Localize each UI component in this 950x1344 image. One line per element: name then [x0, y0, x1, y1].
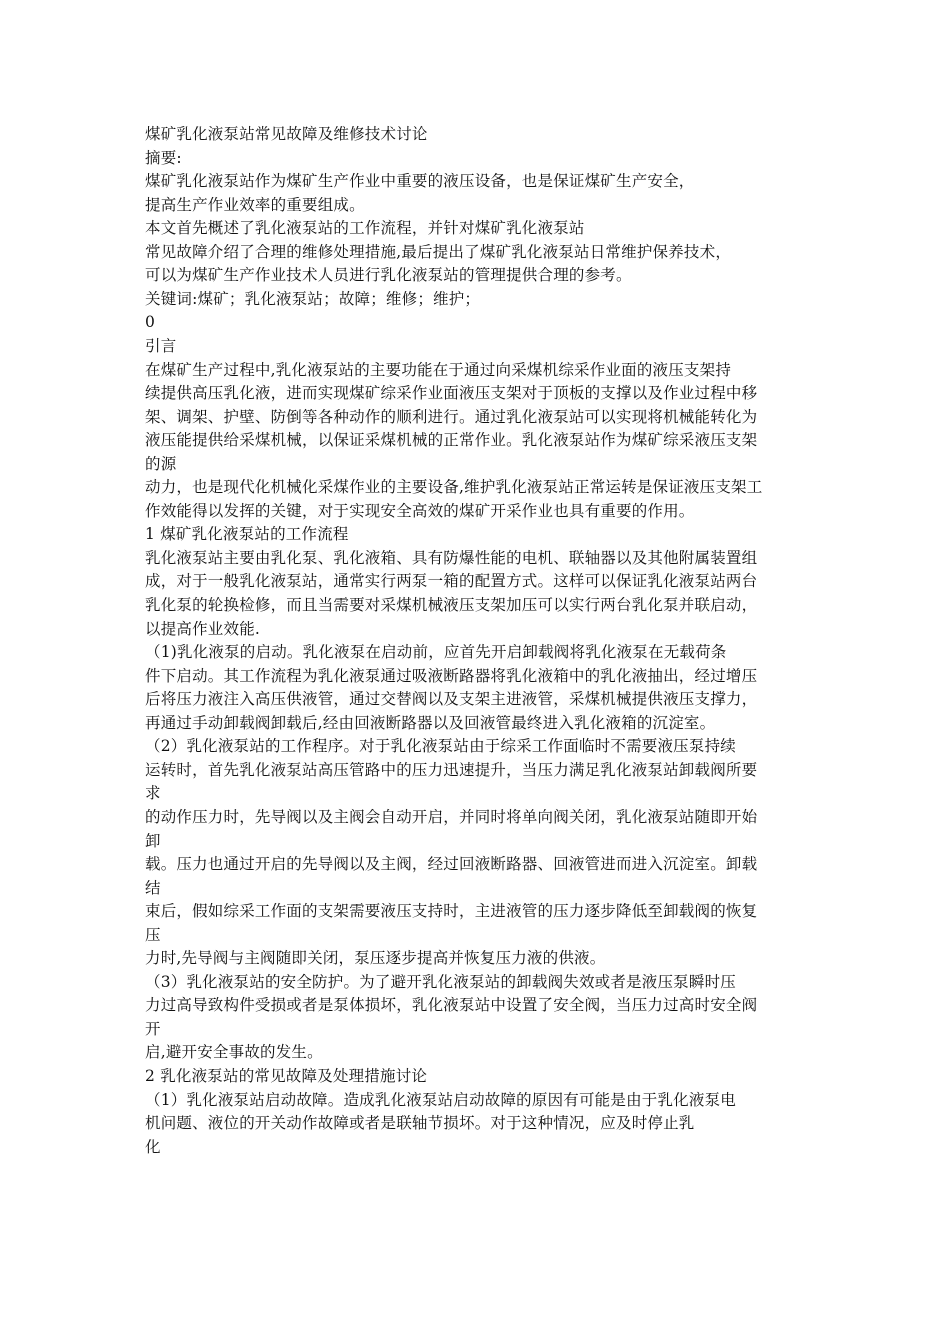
text-line: 后将压力液注入高压供液管，通过交替阀以及支架主进液管，采煤机械提供液压支撑力，: [145, 690, 758, 708]
document-title: 煤矿乳化液泵站常见故障及维修技术讨论: [145, 125, 428, 143]
text-line: 求: [145, 784, 161, 802]
abstract-heading: 摘要:: [145, 149, 182, 167]
text-line: 运转时，首先乳化液泵站高压管路中的压力迅速提升，当压力满足乳化液泵站卸载阀所要: [145, 761, 758, 779]
text-line: 续提供高压乳化液，进而实现煤矿综采作业面液压支架对于顶板的支撑以及作业过程中移: [145, 384, 758, 402]
section-number: 0: [145, 313, 156, 331]
section-heading: 引言: [145, 337, 177, 355]
text-line: 作效能得以发挥的关键，对于实现安全高效的煤矿开采作业也具有重要的作用。: [145, 502, 695, 520]
text-line: 开: [145, 1020, 161, 1038]
text-line: （2）乳化液泵站的工作程序。对于乳化液泵站由于综采工作面临时不需要液压泵持续: [145, 737, 736, 755]
section-heading: 2 乳化液泵站的常见故障及处理措施讨论: [145, 1067, 428, 1085]
text-line: 机问题、液位的开关动作故障或者是联轴节损坏。对于这种情况，应及时停止乳: [145, 1114, 695, 1132]
text-line: 本文首先概述了乳化液泵站的工作流程，并针对煤矿乳化液泵站: [145, 219, 585, 237]
text-line: 常见故障介绍了合理的维修处理措施,最后提出了煤矿乳化液泵站日常维护保养技术，: [145, 243, 732, 261]
text-line: 再通过手动卸载阀卸载后,经由回液断路器以及回液管最终进入乳化液箱的沉淀室。: [145, 714, 716, 732]
text-line: 束后，假如综采工作面的支架需要液压支持时，主进液管的压力逐步降低至卸载阀的恢复: [145, 902, 758, 920]
text-line: （3）乳化液泵站的安全防护。为了避开乳化液泵站的卸载阀失效或者是液压泵瞬时压: [145, 973, 736, 991]
text-line: 在煤矿生产过程中,乳化液泵站的主要功能在于通过向采煤机综采作业面的液压支架持: [145, 361, 732, 379]
text-line: 载。压力也通过开启的先导阀以及主阀，经过回液断路器、回液管进而进入沉淀室。卸载: [145, 855, 758, 873]
text-line: 煤矿乳化液泵站作为煤矿生产作业中重要的液压设备，也是保证煤矿生产安全，: [145, 172, 695, 190]
text-line: 力过高导致构件受损或者是泵体损坏，乳化液泵站中设置了安全阀，当压力过高时安全阀: [145, 996, 758, 1014]
keywords-line: 关键词:煤矿；乳化液泵站；故障；维修；维护；: [145, 290, 481, 308]
text-line: 启,避开安全事故的发生。: [145, 1043, 323, 1061]
text-line: 力时,先导阀与主阀随即关闭，泵压逐步提高并恢复压力液的供液。: [145, 949, 606, 967]
text-line: 乳化泵的轮换检修，而且当需要对采煤机械液压支架加压可以实行两台乳化泵并联启动，: [145, 596, 758, 614]
text-line: 提高生产作业效率的重要组成。: [145, 196, 365, 214]
text-line: 的源: [145, 455, 177, 473]
text-line: 动力，也是现代化机械化采煤作业的主要设备,维护乳化液泵站正常运转是保证液压支架工: [145, 478, 763, 496]
text-line: 卸: [145, 832, 161, 850]
text-line: 成，对于一般乳化液泵站，通常实行两泵一箱的配置方式。这样可以保证乳化液泵站两台: [145, 572, 758, 590]
text-line: 结: [145, 879, 161, 897]
text-line: （1）乳化液泵站启动故障。造成乳化液泵站启动故障的原因有可能是由于乳化液泵电: [145, 1091, 736, 1109]
text-line: 件下启动。其工作流程为乳化液泵通过吸液断路器将乳化液箱中的乳化液抽出，经过增压: [145, 667, 758, 685]
text-line: 的动作压力时，先导阀以及主阀会自动开启，并同时将单向阀关闭，乳化液泵站随即开始: [145, 808, 758, 826]
text-line: 以提高作业效能.: [145, 620, 261, 638]
text-line: 压: [145, 926, 161, 944]
text-line: 乳化液泵站主要由乳化泵、乳化液箱、具有防爆性能的电机、联轴器以及其他附属装置组: [145, 549, 758, 567]
text-line: 化: [145, 1138, 161, 1156]
text-line: （1)乳化液泵的启动。乳化液泵在启动前，应首先开启卸载阀将乳化液泵在无载荷条: [145, 643, 727, 661]
section-heading: 1 煤矿乳化液泵站的工作流程: [145, 525, 349, 543]
text-line: 液压能提供给采煤机械，以保证采煤机械的正常作业。乳化液泵站作为煤矿综采液压支架: [145, 431, 758, 449]
text-line: 架、调架、护壁、防倒等各种动作的顺利进行。通过乳化液泵站可以实现将机械能转化为: [145, 408, 758, 426]
text-line: 可以为煤矿生产作业技术人员进行乳化液泵站的管理提供合理的参考。: [145, 266, 632, 284]
